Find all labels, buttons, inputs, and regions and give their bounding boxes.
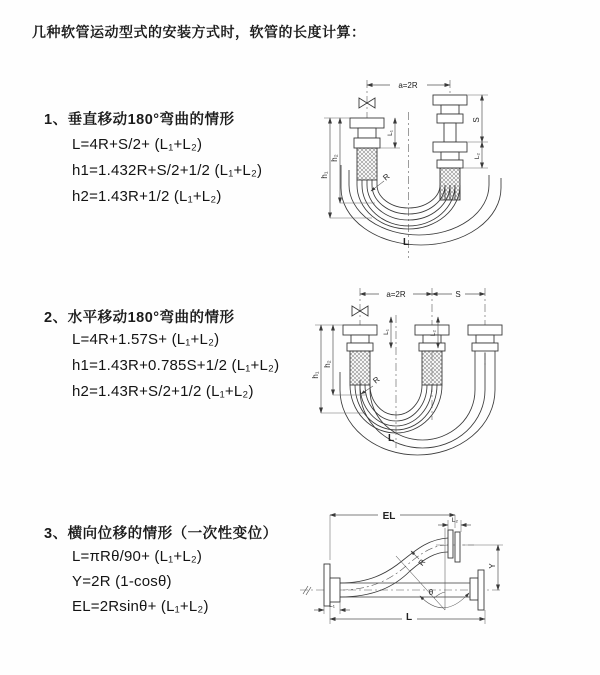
dim-label-h1: h₁ xyxy=(320,171,329,179)
diagram-vertical-180-bend xyxy=(310,70,600,265)
dim-label-a2r: a=2R xyxy=(398,81,418,90)
diagram-lateral-displacement xyxy=(298,500,600,655)
dim-label-h1: h₁ xyxy=(311,371,320,379)
moving-end-flange-original xyxy=(470,570,484,610)
moving-end-flange xyxy=(433,95,467,200)
dimension-l xyxy=(330,606,485,624)
section-1-formula-h2: h2=1.43R+1/2 (L₁+L₂) xyxy=(72,188,222,205)
dim-label-l2: L₂ xyxy=(451,517,459,524)
dimension-a2r xyxy=(367,79,450,90)
braided-hose xyxy=(350,351,370,385)
dim-label-l: L xyxy=(387,433,395,444)
section-3-formula-EL: EL=2Rsinθ+ (L₁+L₂) xyxy=(72,598,209,615)
dim-label-l2: L₂ xyxy=(430,329,437,337)
pipe-break-mark xyxy=(303,586,311,595)
section-2-heading: 2、水平移动180°弯曲的情形 xyxy=(44,310,235,326)
moving-end-flange-displaced xyxy=(448,530,460,562)
dimension-l1 xyxy=(314,602,350,614)
dimension-s xyxy=(432,288,485,299)
section-3-formula-L: L=πRθ/90+ (L₁+L₂) xyxy=(72,548,203,565)
section-1-formula-h1: h1=1.432R+S/2+1/2 (L₁+L₂) xyxy=(72,162,263,179)
dim-label-s: S xyxy=(455,290,461,299)
dim-label-l1: L₁ xyxy=(387,130,394,136)
dim-label-a2r: a=2R xyxy=(386,290,406,299)
section-2-formula-L: L=4R+1.57S+ (L₁+L₂) xyxy=(72,331,220,348)
fixed-end-flange xyxy=(350,118,384,180)
section-1-formula-L: L=4R+S/2+ (L₁+L₂) xyxy=(72,136,203,153)
section-2-formula-h2: h2=1.43R+S/2+1/2 (L₁+L₂) xyxy=(72,383,254,400)
section-1-heading: 1、垂直移动180°弯曲的情形 xyxy=(44,112,235,128)
moving-end-flange-displaced xyxy=(468,325,502,351)
dim-label-h2: h₂ xyxy=(330,154,339,162)
dimension-l1 xyxy=(383,317,391,348)
dim-label-r: R xyxy=(416,557,428,568)
dim-label-h2: h₂ xyxy=(323,360,332,368)
dimension-a2r xyxy=(360,288,432,299)
fixed-end-flange xyxy=(324,564,340,606)
fixed-end-flange xyxy=(343,325,377,385)
dim-label-l1: L₁ xyxy=(329,602,335,609)
braided-hose xyxy=(357,148,377,180)
diagram-horizontal-180-bend xyxy=(305,280,600,475)
page-title: 几种软管运动型式的安装方式时，软管的长度计算： xyxy=(32,24,366,40)
dimension-l2 xyxy=(438,517,471,532)
dim-label-l: L xyxy=(405,612,413,623)
dim-label-l1: L₁ xyxy=(383,329,390,335)
braided-hose xyxy=(422,351,442,385)
dim-label-r: R xyxy=(381,171,392,183)
section-2-formula-h1: h1=1.43R+0.785S+1/2 (L₁+L₂) xyxy=(72,357,280,374)
dim-label-theta: θ xyxy=(428,588,434,597)
dim-label-el: EL xyxy=(382,511,396,522)
dim-label-l2: L₂ xyxy=(474,152,481,160)
dim-label-l: L xyxy=(402,237,410,248)
dim-label-y: Y xyxy=(488,563,497,569)
dim-label-r: R xyxy=(371,374,382,386)
dimension-s xyxy=(468,95,488,142)
dimension-el xyxy=(330,509,455,560)
dim-label-s: S xyxy=(472,117,481,123)
section-3-heading: 3、横向位移的情形（一次性变位） xyxy=(44,526,278,542)
section-3-formula-Y: Y=2R (1-cosθ) xyxy=(72,573,172,590)
